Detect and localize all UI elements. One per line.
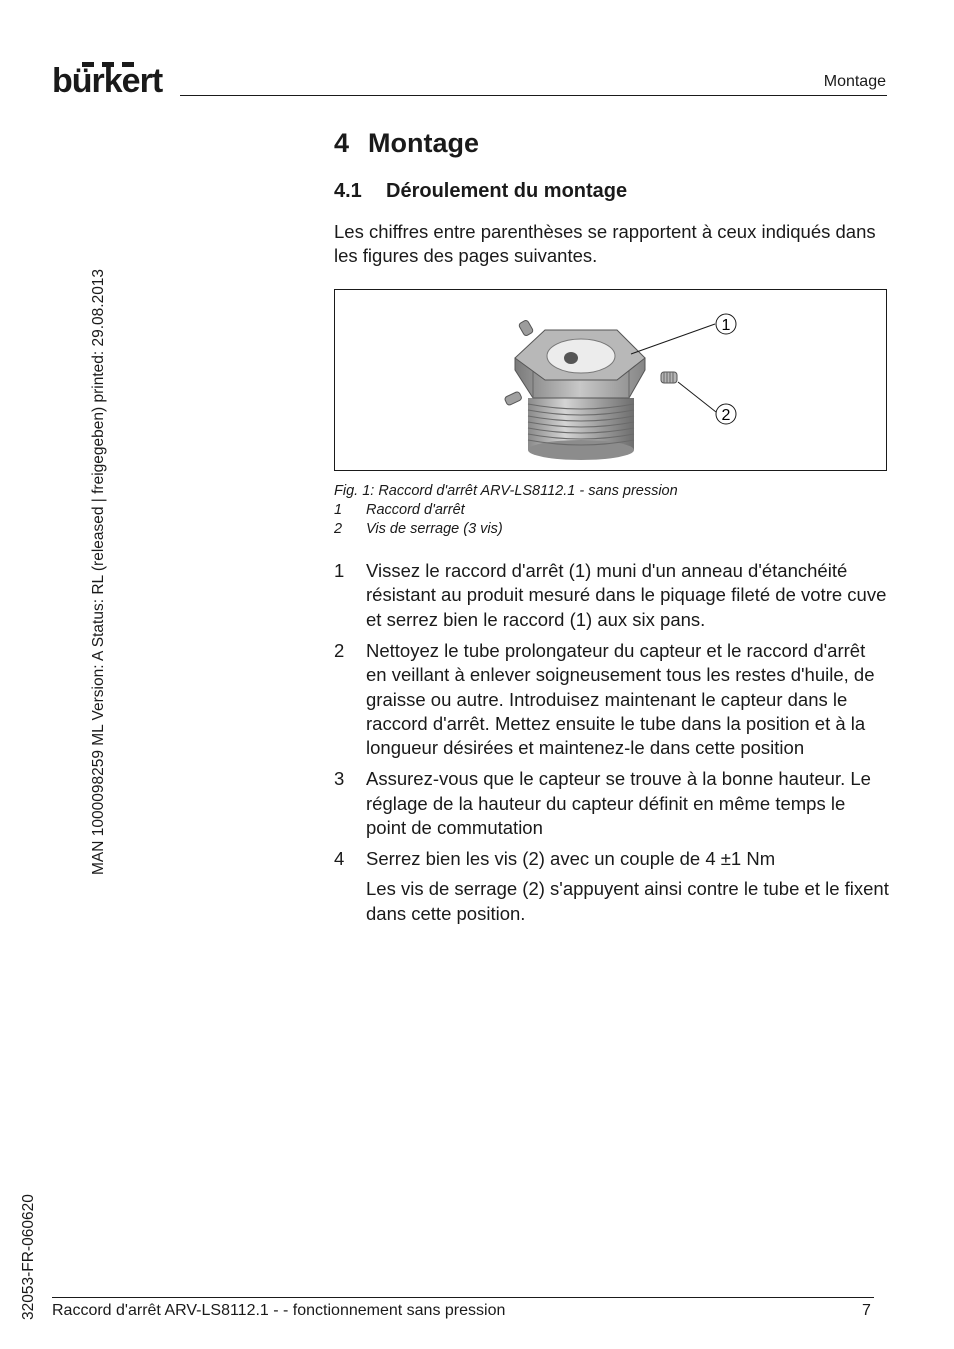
- footer-rule: [52, 1297, 874, 1298]
- callout-line-1: [631, 324, 715, 354]
- set-screw-top: [518, 319, 534, 336]
- step-number: 3: [334, 768, 345, 790]
- callout-label-1: 1: [721, 317, 731, 334]
- callout-line-2: [678, 382, 716, 412]
- procedure-steps: [334, 559, 890, 933]
- side-document-code: 32053-FR-060620: [20, 1194, 37, 1320]
- step-number: 2: [334, 639, 345, 661]
- legend-number: 2: [334, 521, 343, 537]
- footer-document-title: Raccord d'arrêt ARV-LS8112.1 - - fonctionnement sans pression: [52, 1302, 506, 1319]
- chapter-title: Montage: [368, 128, 479, 158]
- fitting-illustration: [335, 290, 886, 470]
- side-document-meta: MAN 1000098259 ML Version: A Status: RL (released | freigegeben) printed: 29.08.2013: [90, 268, 107, 875]
- legend-text: Raccord d'arrêt: [366, 502, 465, 518]
- set-screw-left: [504, 391, 522, 406]
- step-text: Nettoyez le tube prolongateur du capteur et le raccord d'arrêt en veillant à enlever soigneusement tous les restes d'huile, de graisse ou autre. Introduisez maintenant le capteur dans le raccord d'arrêt. Mettez ensuite le tube dans la position et à la longueur désirées et maintenez-le dans cette position: [366, 639, 875, 759]
- procedure-step: [334, 847, 890, 926]
- section-heading: [334, 180, 627, 203]
- page-number: 7: [862, 1302, 871, 1319]
- chapter-heading: [334, 128, 479, 159]
- section-number: 4.1: [334, 180, 362, 202]
- legend-item: [334, 501, 503, 520]
- procedure-step: [334, 767, 890, 840]
- step-body: [366, 847, 890, 926]
- figure-caption: Fig. 1: Raccord d'arrêt ARV-LS8112.1 - sans pression: [334, 483, 678, 499]
- step-note: Les vis de serrage (2) s'appuyent ainsi contre le tube et le fixent dans cette position.: [366, 878, 889, 924]
- step-text: Vissez le raccord d'arrêt (1) muni d'un anneau d'étanchéité résistant au produit mesuré dans le piquage fileté de votre cuve et serrez bien le raccord (1) aux six pans.: [366, 560, 887, 630]
- procedure-step: [334, 559, 890, 632]
- header-section-title: Montage: [823, 73, 886, 90]
- intro-paragraph: Les chiffres entre parenthèses se rapportent à ceux indiqués dans les figures des pages suivantes.: [334, 221, 876, 266]
- chapter-number: 4: [334, 128, 350, 158]
- step-number: 4: [334, 847, 345, 869]
- step-text: Assurez-vous que le capteur se trouve à la bonne hauteur. Le réglage de la hauteur du capteur définit en même temps le point de commutation: [366, 768, 871, 839]
- callout-label-2: 2: [721, 407, 731, 424]
- legend-text: Vis de serrage (3 vis): [366, 521, 503, 537]
- company-logo: bürkert: [52, 62, 163, 100]
- procedure-step: [334, 639, 890, 761]
- step-number: 1: [334, 560, 345, 581]
- legend-number: 1: [334, 502, 343, 518]
- header-rule: [180, 95, 887, 96]
- figure-frame: [334, 289, 887, 471]
- set-screw-right: [661, 372, 677, 383]
- step-text: Serrez bien les vis (2) avec un couple de 4 ±1 Nm: [366, 847, 776, 869]
- callout-badge-1: [716, 314, 736, 334]
- hex-nut: [515, 330, 645, 398]
- figure-legend: [334, 501, 503, 539]
- threaded-body: [528, 398, 634, 460]
- callout-badge-2: [716, 404, 736, 424]
- section-title: Déroulement du montage: [386, 180, 628, 202]
- legend-item: [334, 520, 503, 539]
